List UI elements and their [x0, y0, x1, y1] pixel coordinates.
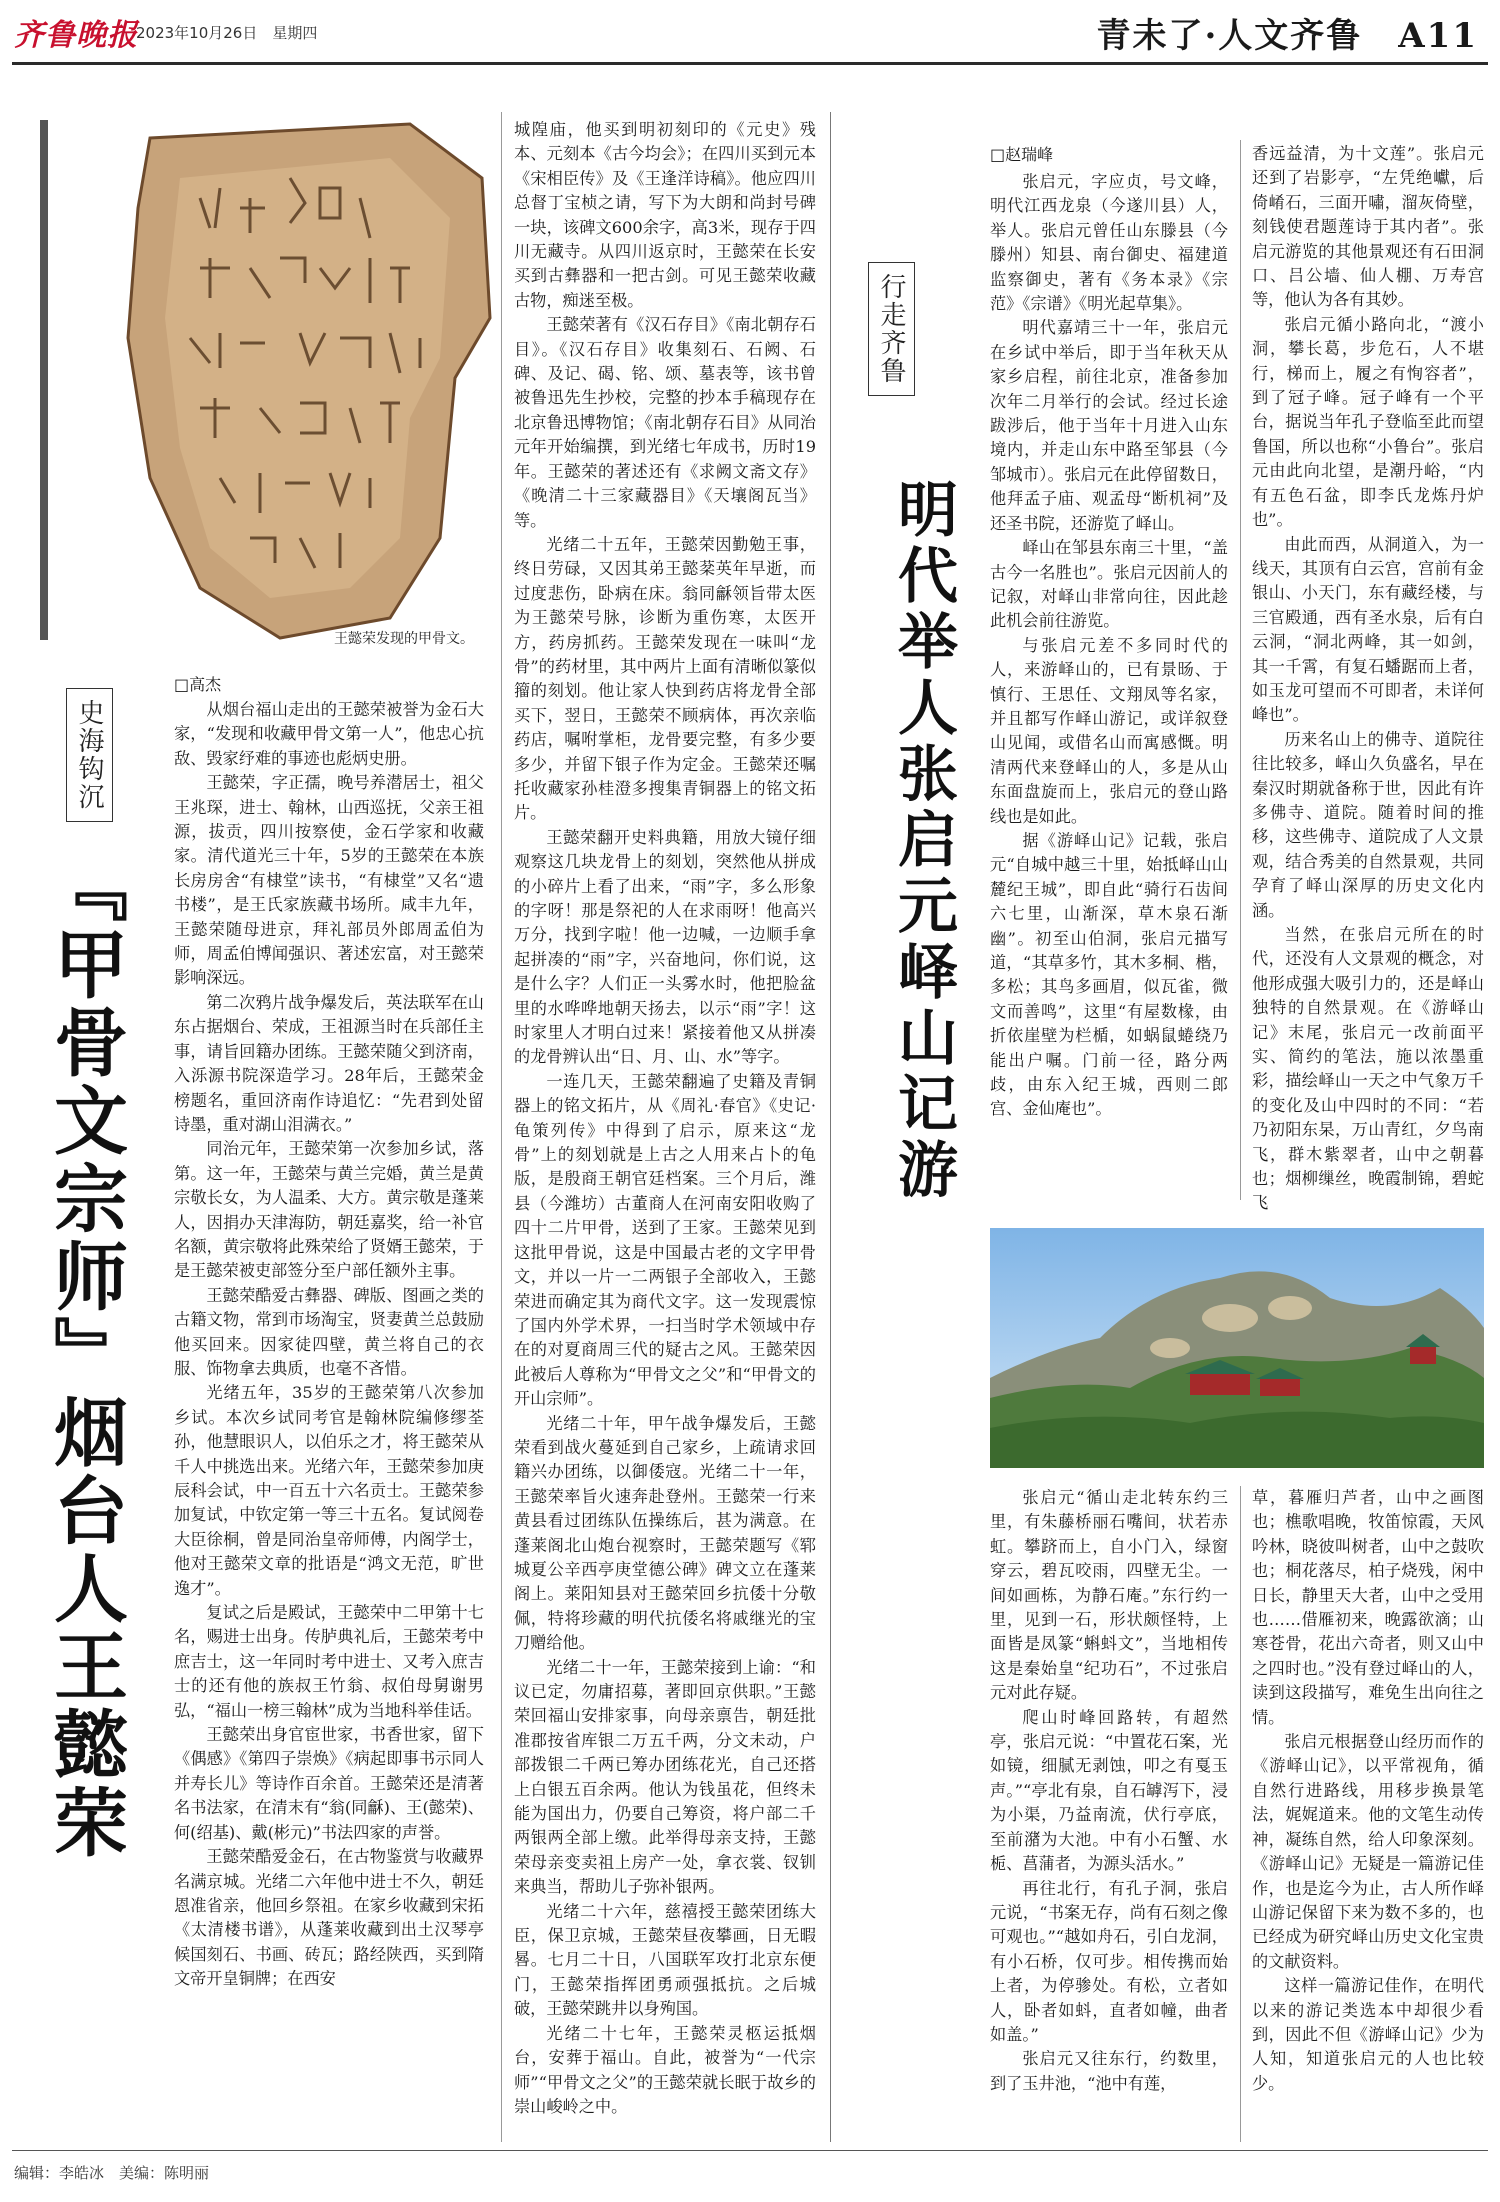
newspaper-logo: 齐鲁晚报 [14, 18, 138, 53]
article1-column-1 [174, 698, 484, 2138]
paragraph: 光绪二十一年，王懿荣接到上谕：“和议已定，勿庸招募，著即回京供职。”王懿荣回福山安排家事，向母亲禀告，朝廷批准郡按省库银二万五千两，分文未动，户部拨银二千两已筹办团练花光，自己还搭上白银五百余两。他认为钱虽花，但终未能为国出力，仍要自己筹资，将户部二千两银两全部上缴。此举得母亲支持，王懿荣母亲变卖祖上房产一处，拿衣裳、钗钏来典当，帮助儿子弥补银两。 [514, 1657, 816, 1897]
column-divider [1240, 140, 1241, 1200]
paragraph: 明代嘉靖三十一年，张启元在乡试中举后，即于当年秋天从家乡启程，前往北京，准备参加次年二月举行的会试。经过长途跋涉后，他于当年十月进入山东境内，并走山东中路至邹县（今邹城市）。张启元在此停留数日，他拜孟子庙、观孟母“断机祠”及还圣书院，还游览了峄山。 [990, 318, 1228, 533]
article-divider [830, 112, 831, 2142]
section-tag-history: 史海钩沉 [66, 688, 113, 822]
photo-caption: 王懿荣发现的甲骨文。 [334, 631, 474, 647]
paragraph: 与张启元差不多同时代的人，来游峄山的，已有景旸、于慎行、王思任、文翔凤等名家，并且都写作峄山游记，或详叙登山见闻，或借名山而寓感慨。明清两代来登峄山的人，多是从山东面盘旋而上，张启元的登山路线也是如此。 [990, 635, 1228, 826]
paragraph: 张启元循小路向北，“渡小洞，攀长葛，步危石，人不堪行，梯而上，履之有恂容者”，到了冠子峰。冠子峰有一个平台，据说当年孔子登临至此而望鲁国，所以也称“小鲁台”。张启元由此向北望，是潮丹峪，“内有五色石盆，即李氏龙炼丹炉也”。 [1252, 314, 1484, 530]
paragraph: 复试之后是殿试，王懿荣中二甲第十七名，赐进士出身。传胪典礼后，王懿荣考中庶吉士，这一年同时考中进士、又考入庶吉士的还有他的族叔王竹翁、叔伯母舅谢男弘，“福山一榜三翰林”成为当地科举佳话。 [174, 1603, 484, 1720]
paragraph: 爬山时峰回路转，有超然亭，张启元说：“中置花石案，光如镜，细腻无剥蚀，叩之有戛玉声。”“亭北有泉，自石罅泻下，浸为小渠，乃益南流，伏行亭底，至前潴为大池。中有小石蟹、水栀、菖蒲者，为源头活水。” [990, 1707, 1228, 1874]
paragraph: 张启元，字应贞，号文峰，明代江西龙泉（今遂川县）人，举人。张启元曾任山东滕县（今滕州）知县、南台御史、福建道监察御史，著有《务本录》《宗范》《宗谱》《明光起草集》。 [990, 172, 1228, 314]
article1-byline: □高杰 [174, 675, 222, 694]
paragraph: 草，暮雁归芦者，山中之画图也；樵歌唱晚，牧笛惊霞，天风吟林，晓彼叫树者，山中之鼓吹也；桐花落尽，柏子烧残，闲中日长，静里天大者，山中之受用也……借雁初来，晚露欲滴；山寒苍骨，花出六奇者，则又山中之四时也。”没有登过峄山的人，读到这段描写，难免生出向往之情。 [1252, 1488, 1484, 1727]
paragraph: 王懿荣著有《汉石存目》《南北朝存石目》。《汉石存目》收集刻石、石阙、石碑、及记、碣、铭、颂、墓表等，该书曾被鲁迅先生抄校，完整的抄本手稿现存在北京鲁迅博物馆；《南北朝存石目》从同治元年开始编撰，到光绪七年成书，历时19年。王懿荣的著述还有《求阙文斋文存》《晚清二十三家藏器目》《天壤阁瓦当》等。 [514, 315, 816, 530]
article2-column-b [1252, 142, 1484, 1213]
paragraph: 王懿荣翻开史料典籍，用放大镜仔细观察这几块龙骨上的刻划，突然他从拼成的小碎片上看了出来，“雨”字，多么形象的字呀！那是祭祀的人在求雨呀！他高兴万分，找到字啦！他一边喊，一边顺手拿起拼凑的“雨”字，兴奋地问，你们说，这是什么字？人们正一头雾水时，他把脸盆里的水哗哗地朝天扬去，以示“雨”字！这时家里人才明白过来！紧接着他又从拼凑的龙骨辨认出“日、月、山、水”等字。 [514, 827, 816, 1067]
tag-bar [40, 120, 48, 640]
paragraph: 第二次鸦片战争爆发后，英法联军在山东占据烟台、荣成，王祖源当时在兵部任主事，请旨回籍办团练。王懿荣随父到济南，入泺源书院深造学习。28年后，王懿荣金榜题名，重回济南作诗追忆：“先君到处留诗墨，重对湖山泪满衣。” [174, 992, 484, 1134]
paragraph: 再往北行，有孔子洞，张启元说，“书案无存，尚有石刻之像可观也。”“越如舟石，引白龙洞，有小石桥，仅可步。相传携而始上者，为停骖处。有松，立者如人，卧者如蚪，直者如幢，曲者如盖。” [990, 1878, 1228, 2044]
paragraph: 王懿荣酷爱古彝器、碑版、图画之类的古籍文物，常到市场淘宝，贤妻黄兰总鼓励他买回来。因家徒四壁，黄兰将自己的衣服、饰物拿去典质，也毫不吝惜。 [174, 1285, 484, 1378]
paragraph: 光绪二十年，甲午战争爆发后，王懿荣看到战火蔓延到自己家乡，上疏请求回籍兴办团练，以御倭寇。光绪二十一年，王懿荣率旨火速奔赴登州。王懿荣一行来黄县看过团练队伍操练后，甚为满意。在蓬莱阁北山炮台视察时，王懿荣题写《郓城夏公辛西亭庚堂德公碑》碑文立在蓬莱阁上。莱阳知县对王懿荣回乡抗倭十分敬佩，特将珍藏的明代抗倭名将戚继光的宝刀赠给他。 [514, 1413, 816, 1653]
column-divider [1240, 1486, 1241, 2142]
article1-title: 『甲骨文宗师』烟台人王懿荣 [42, 848, 128, 1862]
paragraph: 据《游峄山记》记载，张启元“自城中越三十里，始抵峄山山麓纪王城”，即自此“骑行石齿间六七里，山渐深，草木泉石渐幽”。初至山伯洞，张启元描写道，“其草多竹，其木多桐、楷，多松；其鸟多画眉，似瓦雀，微文而善鸣”，这里“有屋数椽，由折依崖壁为栏楯，如蜗鼠蜷绕乃能出户嘱。门前一径，路分两歧，由东入纪王城，西则二郎宫、金仙庵也”。 [990, 830, 1228, 1119]
article1-column-2 [514, 118, 816, 2140]
paragraph: 这样一篇游记佳作，在明代以来的游记类选本中却很少看到，因此不但《游峄山记》少为人知，知道张启元的人也比较少。 [1252, 1976, 1484, 2093]
paragraph: 张启元根据登山经历而作的《游峄山记》，以平常视角，循自然行进路线，用移步换景笔法，娓娓道来。他的文笔生动传神，凝练自然，给人印象深刻。《游峄山记》无疑是一篇游记佳作，也是迄今为止，古人所作峄山游记保留下来为数不多的，也已经成为研究峄山历史文化宝贵的文献资料。 [1252, 1732, 1484, 1971]
header-divider [12, 62, 1488, 65]
column-divider [501, 112, 502, 2142]
paragraph: 从烟台福山走出的王懿荣被誉为金石大家，“发现和收藏甲骨文第一人”，他忠心抗敌、毁家纾难的事迹也彪炳史册。 [174, 700, 484, 768]
article2-column-c [990, 1486, 1228, 2142]
issue-date: 2023年10月26日 星期四 [136, 24, 318, 42]
paragraph: 光绪二十七年，王懿荣灵柩运抵烟台，安葬于福山。自此，被誉为“一代宗师”“甲骨文之父”的王懿荣就长眠于故乡的崇山峻岭之中。 [514, 2023, 816, 2116]
page-header [0, 0, 1500, 62]
oracle-bone-photo [110, 118, 497, 648]
paragraph: 王懿荣酷爱金石，在古物鉴赏与收藏界名满京城。光绪二六年他中进士不久，朝廷恩准省亲，他回乡祭祖。在家乡收藏到宋拓《太清楼书谱》，从蓬莱收藏到出土汉琴亭候国刻石、书画、砖瓦；路经陕西，买到隋文帝开皇铜牌；在西安 [174, 1847, 484, 1989]
footer-divider [12, 2150, 1488, 2151]
paragraph: 光绪二十六年，慈禧授王懿荣团练大臣，保卫京城，王懿荣昼夜攀画，日无暇晷。七月二十日，八国联军攻打北京东便门，王懿荣指挥团勇顽强抵抗。之后城破，王懿荣跳井以身殉国。 [514, 1901, 816, 2019]
section-tag-travel: 行走齐鲁 [868, 262, 915, 396]
article2-title: 明代举人张启元峄山记游 [888, 478, 958, 1204]
paragraph: 王懿荣出身官宦世家，书香世家，留下《偶感》《第四子崇焕》《病起即事书示同人并寿长儿》等诗作百余首。王懿荣还是清著名书法家，在清末有“翁(同龢)、王(懿荣)、何(绍基)、戴(彬元)”书法四家的声誉。 [174, 1725, 484, 1842]
article2-column-d [1252, 1486, 1484, 2142]
paragraph: 王懿荣，字正孺，晚号养潜居士，祖父王兆琛，进士、翰林，山西巡抚，父亲王祖源，拔贡，四川按察使，金石学家和收藏家。清代道光三十年，5岁的王懿荣在本族长房房舍“有棣堂”读书，“有棣堂”又名“遗书楼”，是王氏家族藏书场所。咸丰九年，王懿荣随母进京，拜礼部员外郎周孟伯为师，周孟伯博闻强识、著述宏富，对王懿荣影响深远。 [174, 773, 484, 988]
paragraph: 城隍庙，他买到明初刻印的《元史》残本、元刻本《古今均会》；在四川买到元本《宋相臣传》及《王逢洋诗稿》。他应四川总督丁宝桢之请，写下为大朗和尚封号碑一块，该碑文600余字，高3米，现存于四川无藏寺。从四川返京时，王懿荣在长安买到古彝器和一把古剑。可见王懿荣收藏古物，痴迷至极。 [514, 120, 816, 310]
paragraph: 一连几天，王懿荣翻遍了史籍及青铜器上的铭文拓片，从《周礼·春官》《史记·龟策列传》中得到了启示，原来这“龙骨”上的刻划就是上古之人用来占卜的龟版，是殷商王朝官廷档案。三个月后，潍县（今潍坊）古董商人在河南安阳收购了四十二片甲骨，送到了王家。王懿荣见到这批甲骨说，这是中国最古老的文字甲骨文，并以一片一二两银子全部收入，王懿荣进而确定其为商代文字。这一发现震惊了国内外学术界，一扫当时学术领域中存在的对夏商周三代的疑古之风。王懿荣因此被后人尊称为“甲骨文之父”和“甲骨文的开山宗师”。 [514, 1071, 816, 1409]
paragraph: 光绪五年，35岁的王懿荣第八次参加乡试。本次乡试同考官是翰林院编修缪荃孙，他慧眼识人，以伯乐之才，将王懿荣从千人中挑选出来。光绪六年，王懿荣参加庚辰科会试，中一百五十六名贡士。王懿荣参加复试，中钦定第一等三十五名。复试阅卷大臣徐桐，曾是同治皇帝师傅，内阁学士，他对王懿荣文章的批语是“鸿文无范，旷世逸才”。 [174, 1383, 484, 1598]
paragraph: 光绪二十五年，王懿荣因勤勉王事，终日劳碌，又因其弟王懿棻英年早逝，而过度悲伤，卧病在床。翁同龢领旨带太医为王懿荣号脉，诊断为重伤寒，太医开方，药房抓药。王懿荣发现在一味叫“龙骨”的药材里，其中两片上面有清晰似篆似籀的刻划。他让家人快到药店将龙骨全部买下，翌日，王懿荣不顾病体，再次亲临药店，嘱咐掌柜，龙骨要完整，有多少要多少，并留下银子作为定金。王懿荣还嘱托收藏家孙桂澄多搜集青铜器上的铭文拓片。 [514, 534, 816, 823]
article2-byline: □赵瑞峰 [990, 145, 1054, 164]
paragraph: 同治元年，王懿荣第一次参加乡试，落第。这一年，王懿荣与黄兰完婚，黄兰是黄宗敬长女，为人温柔、大方。黄宗敬是蓬莱人，因捐办天津海防，朝廷嘉奖，给一补官名额，黄宗敬将此殊荣给了贤婿王懿荣，于是王懿荣被吏部签分至户部任额外主事。 [174, 1139, 484, 1281]
mount-yi-photo [990, 1228, 1484, 1468]
paragraph: 当然，在张启元所在的时代，还没有人文景观的概念，对他形成强大吸引力的，还是峄山独特的自然景观。在《游峄山记》末尾，张启元一改前面平实、简约的笔法，施以浓墨重彩，描绘峄山一天之中气象万千的变化及山中四时的不同：“若乃初阳东杲，万山青红，夕鸟南飞，群木紫翠者，山中之朝暮也；烟柳缫丝，晚霞制锦，碧蛇飞 [1252, 925, 1484, 1213]
paragraph: 张启元又往东行，约数里，到了玉井池，“池中有莲， [990, 2049, 1228, 2093]
paragraph: 张启元“循山走北转东约三里，有朱藤桥丽石嘴间，状若赤虹。攀跻而上，自小门入，绿窗穿云，碧瓦咬雨，四壁无尘。一间如画栋，为静石庵。”东行约一里，见到一石，形状颇怪特，上面皆是凤篆“蝌蚪文”，当地相传这是秦始皇“纪功石”，不过张启元对此存疑。 [990, 1488, 1228, 1703]
footer-credits: 编辑：李皓冰 美编：陈明丽 [14, 2164, 210, 2182]
article2-column-a [990, 170, 1228, 1192]
paragraph: 由此而西，从洞道入，为一线天，其顶有白云宫，宫前有金银山、小天门，东有藏经楼，与三官殿通，西有圣水泉，后有白云洞，“洞北两峰，其一如剑，其一千霄，有复石蟠踞而上者，如玉龙可望而不可即者，未详何峰也”。 [1252, 534, 1484, 725]
paragraph: 香远益清，为十文莲”。张启元还到了岩影亭，“左凭绝巘，后倚崤石，三面开嘯，溜灰倚壁，刻钱使君题莲诗于其内者”。张启元游览的其他景观还有石田洞口、吕公墙、仙人棚、万寿宫等，他认为各有其妙。 [1252, 144, 1484, 310]
paragraph: 峄山在邹县东南三十里，“盖古今一名胜也”。张启元因前人的记叙，对峄山非常向往，因此趁此机会前往游览。 [990, 538, 1228, 631]
section-title: 青未了·人文齐鲁 A11 [1096, 16, 1478, 56]
paragraph: 历来名山上的佛寺、道院往往比较多，峄山久负盛名，早在秦汉时期就备称于世，因此有许多佛寺、道院。随着时间的推移，这些佛寺、道院成了人文景观，结合秀美的自然景观，共同孕育了峄山深厚的历史文化内涵。 [1252, 729, 1484, 920]
